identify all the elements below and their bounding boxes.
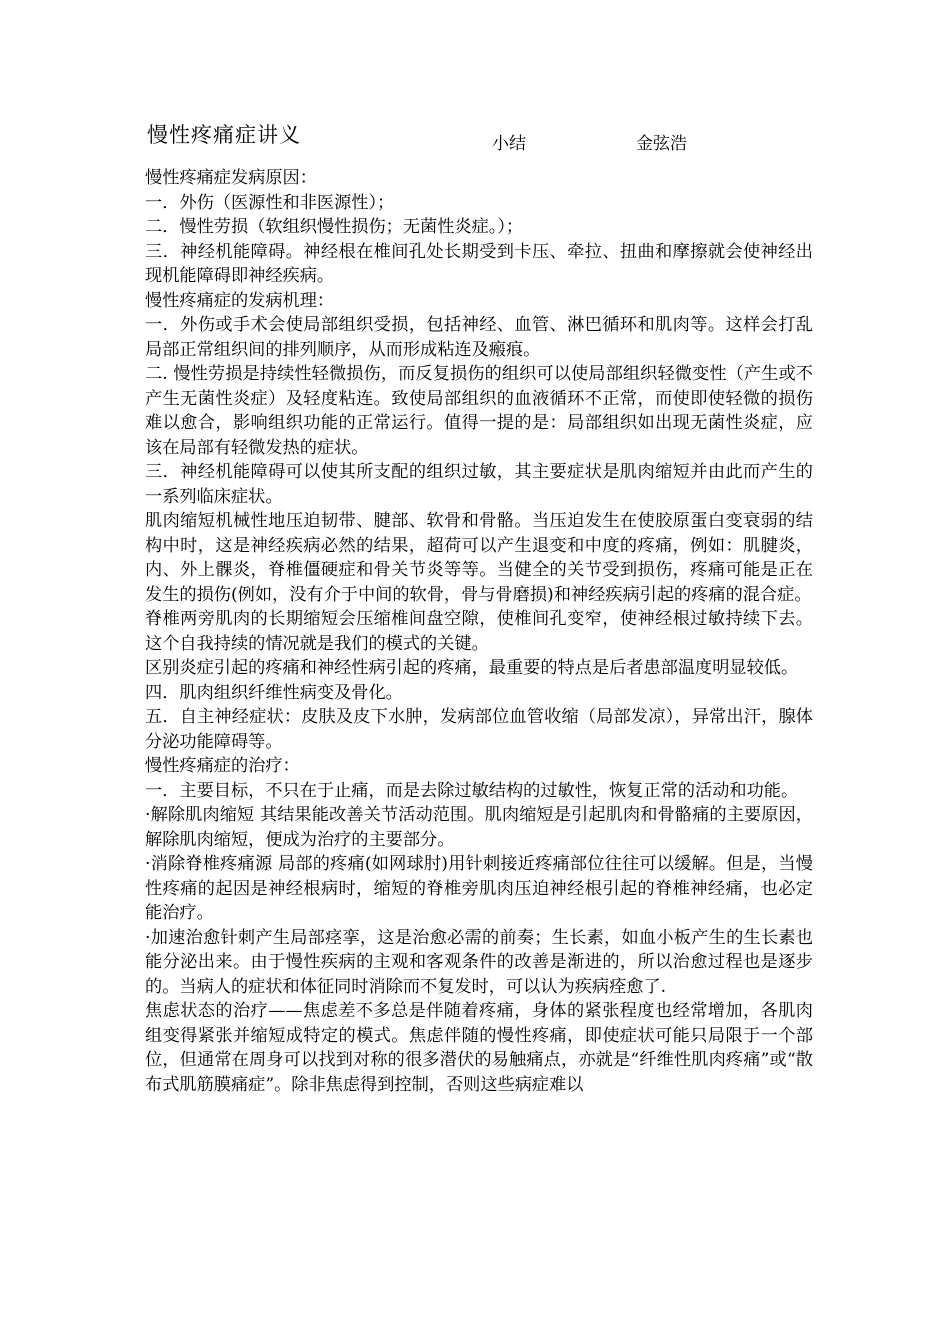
paragraph: 一．外伤或手术会使局部组织受损，包括神经、血管、淋巴循环和肌肉等。这样会打乱局部正常组织间的排列顺序，从而形成粘连及瘢痕。 [145, 315, 813, 360]
paragraph: 脊椎两旁肌肉的长期缩短会压缩椎间盘空隙，使椎间孔变窄，使神经根过敏持续下去。这个自我持续的情况就是我们的模式的关键。 [145, 609, 813, 654]
paragraph: 五．自主神经症状：皮肤及皮下水肿，发病部位血管收缩（局部发凉），异常出汗，腺体分泌功能障碍等。 [145, 707, 813, 752]
paragraph: 区别炎症引起的疼痛和神经性病引起的疼痛，最重要的特点是后者患部温度明显较低。 [145, 658, 799, 678]
paragraph: 二．慢性劳损（软组织慢性损伤；无菌性炎症。）； [145, 217, 524, 237]
paragraph: ·加速治愈针刺产生局部痉挛，这是治愈必需的前奏；生长素，如血小板产生的生长素也能分泌出来。由于慢性疾病的主观和客观条件的改善是渐进的，所以治愈过程也是逐步的。当病人的症状和体征同时消除而不复发时，可以认为疾病痊愈了. [145, 927, 813, 997]
paragraph: ·消除脊椎疼痛源 局部的疼痛(如网球肘)用针刺接近疼痛部位往往可以缓解。但是，当慢性疼痛的起因是神经根病时，缩短的脊椎旁肌肉压迫神经根引起的脊椎神经痛，也必定能治疗。 [145, 854, 813, 923]
document-header [0, 119, 950, 159]
document-subtitle: 小结 [492, 134, 526, 154]
section-heading: 慢性疼痛症发病原因： [145, 168, 317, 188]
paragraph: 焦虑状态的治疗——焦虑差不多总是伴随着疼痛，身体的紧张程度也经常增加，各肌肉组变得紧张并缩短成特定的模式。焦虑伴随的慢性疼痛，即使症状可能只局限于一个部位，但通常在周身可以找到对称的很多潜伏的易触痛点，亦就是“纤维性肌肉疼痛”或“散布式肌筋膜痛症”。除非焦虑得到控制，否则这些病症难以 [145, 1001, 813, 1095]
document-title: 慢性疼痛症讲义 [147, 123, 301, 147]
paragraph: 二. 慢性劳损是持续性轻微损伤，而反复损伤的组织可以使局部组织轻微变性（产生或不产生无菌性炎症）及轻度粘连。致使局部组织的血液循环不正常，而使即使轻微的损伤难以愈合，影响组织功能的正常运行。值得一提的是：局部组织如出现无菌性炎症，应该在局部有轻微发热的症状。 [145, 364, 813, 458]
document-body [145, 166, 813, 1097]
paragraph: 一．主要目标，不只在于止痛，而是去除过敏结构的过敏性，恢复正常的活动和功能。 [145, 780, 799, 801]
paragraph: ·解除肌肉缩短 其结果能改善关节活动范围。肌肉缩短是引起肌肉和骨骼痛的主要原因，解除肌肉缩短，便成为治疗的主要部分。 [145, 805, 813, 850]
section-heading: 慢性疼痛症的治疗： [145, 756, 300, 776]
paragraph: 四．肌肉组织纤维性病变及骨化。 [145, 682, 403, 703]
paragraph: 三．神经机能障碍可以使其所支配的组织过敏，其主要症状是肌肉缩短并由此而产生的一系列临床症状。 [145, 462, 813, 507]
paragraph: 三．神经机能障碍。神经根在椎间孔处长期受到卡压、牵拉、扭曲和摩擦就会使神经出现机能障碍即神经疾病。 [145, 241, 813, 286]
section-heading: 慢性疼痛症的发病机理： [145, 290, 335, 311]
document-author: 金弦浩 [636, 134, 687, 154]
paragraph: 一．外伤（医源性和非医源性）； [145, 192, 395, 213]
paragraph: 肌肉缩短机械性地压迫韧带、腱部、软骨和骨骼。当压迫发生在使胶原蛋白变衰弱的结构中时，这是神经疾病必然的结果，超荷可以产生退变和中度的疼痛，例如：肌腱炎，内、外上髁炎，脊椎僵硬症和骨关节炎等等。当健全的关节受到损伤，疼痛可能是正在发生的损伤(例如，没有介于中间的软骨，骨与骨磨损)和神经疾病引起的疼痛的混合症。 [145, 511, 813, 605]
